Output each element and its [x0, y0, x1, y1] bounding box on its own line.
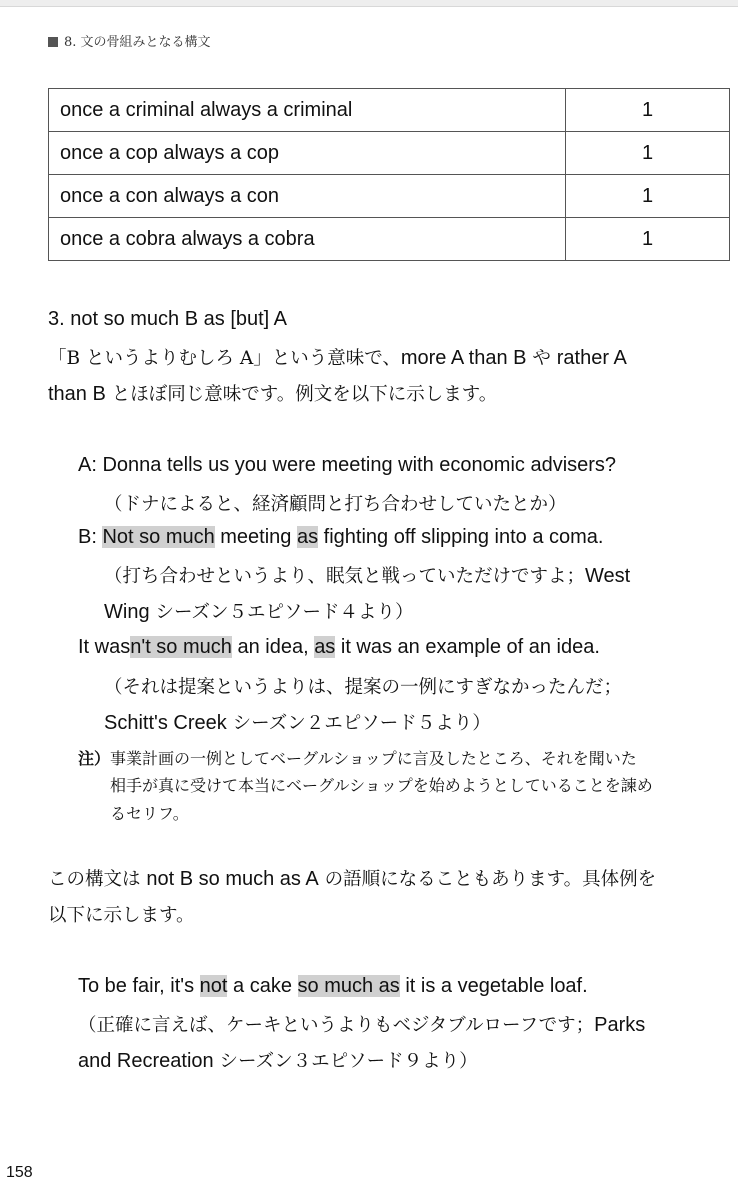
note-line: るセリフ。: [110, 804, 189, 823]
highlight: so much as: [297, 975, 400, 997]
highlight: n't so much: [130, 636, 232, 658]
count-cell: 1: [566, 218, 730, 261]
table-row: [49, 218, 730, 261]
note-line: 事業計画の一例としてベーグルショップに言及したところ、それを聞いた: [110, 749, 637, 768]
note-line: 相手が真に受けて本当にベーグルショップを始めようとしていることを諫め: [110, 776, 653, 795]
example2-translation-1: （それは提案というよりは、提案の一例にすぎなかったんだ；: [104, 677, 623, 698]
phrase-cell: once a cop always a cop: [49, 132, 566, 175]
page-number: 158: [6, 1164, 33, 1181]
note-label: 注）: [78, 749, 111, 768]
phrase-cell: once a criminal always a criminal: [49, 89, 566, 132]
example1-b-translation-1: （打ち合わせというより、眠気と戦っていただけですよ；West: [104, 565, 631, 587]
chapter-header: [48, 31, 211, 50]
section-heading: 3. not so much B as [but] A: [48, 308, 288, 330]
example2-translation-2: Schitt's Creek シーズン２エピソード５より）: [104, 712, 491, 734]
paragraph-line-1: この構文は not B so much as A の語順になることもあります。具体例を: [48, 868, 657, 890]
count-cell: 1: [566, 89, 730, 132]
square-bullet-icon: [48, 37, 58, 47]
example3-translation-2: and Recreation シーズン３エピソード９より）: [78, 1050, 478, 1072]
example1-b-translation-2: Wing シーズン５エピソード４より）: [104, 601, 414, 623]
paragraph-line-2: 以下に示します。: [48, 905, 195, 926]
example1-a-line: A: Donna tells us you were meeting with economic advisers?: [78, 454, 617, 476]
count-cell: 1: [566, 175, 730, 218]
count-cell: 1: [566, 132, 730, 175]
example3-translation-1: （正確に言えば、ケーキというよりもベジタブルローフです；Parks: [78, 1014, 646, 1036]
intro-line-2: than B とほぼ同じ意味です。例文を以下に示します。: [48, 383, 498, 405]
phrase-cell: once a con always a con: [49, 175, 566, 218]
top-border: [0, 0, 738, 7]
example1-a-translation: （ドナによると、経済顧問と打ち合わせしていたとか）: [104, 494, 567, 515]
example3-line: To be fair, it's not a cake so much as it is a vegetable loaf.: [78, 975, 588, 997]
intro-line-1: 「B というよりむしろ A」という意味で、more A than B や rather A: [48, 347, 627, 369]
phrase-cell: once a cobra always a cobra: [49, 218, 566, 261]
highlight: as: [314, 636, 336, 658]
table-row: [49, 89, 730, 132]
example2-line: It wasn't so much an idea, as it was an example of an idea.: [78, 636, 600, 658]
table-row: [49, 132, 730, 175]
table-row: [49, 175, 730, 218]
highlight: not: [199, 975, 228, 997]
highlight: Not so much: [102, 526, 215, 548]
phrase-table: [48, 88, 730, 261]
example1-b-line: B: Not so much meeting as fighting off slipping into a coma.: [78, 526, 604, 548]
highlight: as: [296, 526, 319, 548]
chapter-title: 8. 文の骨組みとなる構文: [64, 35, 211, 50]
